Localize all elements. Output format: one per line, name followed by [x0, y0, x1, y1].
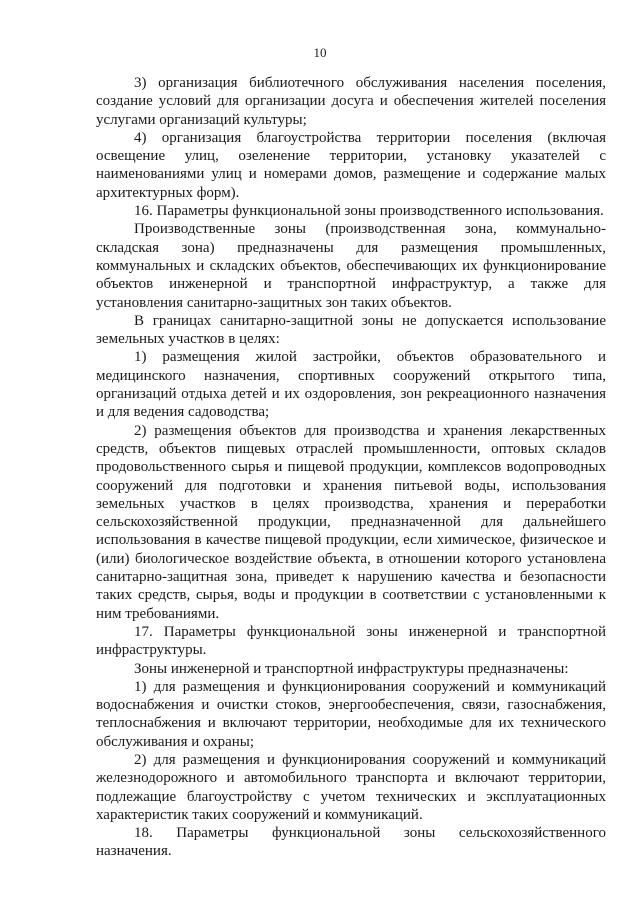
document-body [96, 74, 606, 861]
list-item-residential: 1) размещения жилой застройки, объектов образовательного и медицинского назначения, спортивных сооружений открытого типа, организаций отдыха детей и их оздоровления, зон рекреационного назначения и для ведения садоводства; [96, 349, 606, 421]
list-item-production-storage: 2) размещения объектов для производства и хранения лекарственных средств, объектов пищевых отраслей промышленности, оптовых складов продовольственного сырья и пищевой продукции, комплексов водопроводных сооружений для подготовки и хранения питьевой воды, использования земельных участков в целях производства, хранения и переработки сельскохозяйственной продукции, предназначенной для дальнейшего использования в качестве пищевой продукции, если химическое, физическое и (или) биологическое воздействие объекта, в отношении которого установлена санитарно-защитная зона, приведет к нарушению качества и безопасности таких средств, сырья, воды и продукции в соответствии с установленными к ним требованиями. [96, 422, 606, 622]
section-heading-18: 18. Параметры функциональной зоны сельскохозяйственного назначения. [96, 825, 606, 860]
list-item-transport: 2) для размещения и функционирования сооружений и коммуникаций железнодорожного и автомобильного транспорта и включают территории, подлежащие благоустройству с учетом технических и эксплуатационных характеристик таких сооружений и коммуникаций. [96, 751, 606, 823]
paragraph-library-services: 3) организация библиотечного обслуживания населения поселения, создание условий для организации досуга и обеспечения жителей поселения услугами организаций культуры; [96, 75, 606, 128]
list-item-utilities: 1) для размещения и функционирования сооружений и коммуникаций водоснабжения и очистки стоков, энергообеспечения, связи, газоснабжения, теплоснабжения и включают территории, необходимые для их технического обслуживания и охраны; [96, 678, 606, 750]
paragraph-sanitary-zone: В границах санитарно-защитной зоны не допускается использование земельных участков в целях: [96, 312, 606, 348]
section-heading-16: 16. Параметры функциональной зоны производственного использования. [134, 203, 604, 220]
paragraph-production-zones: Производственные зоны (производственная зона, коммунально-складская зона) предназначены для размещения промышленных, коммунальных и складских объектов, обеспечивающих их функционирование объектов инженерной и транспортной инфраструктур, а также для установления санитарно-защитных зон таких объектов. [96, 221, 606, 311]
paragraph-infrastructure-intro: Зоны инженерной и транспортной инфраструктуры предназначены: [134, 660, 569, 677]
paragraph-landscaping: 4) организация благоустройства территории поселения (включая освещение улиц, озеленение территории, установку указателей с наименованиями улиц и номерами домов, размещение и содержание малых архитектурных форм). [96, 129, 606, 201]
page-number: 10 [313, 45, 327, 60]
section-heading-17: 17. Параметры функциональной зоны инженерной и транспортной инфраструктуры. [96, 623, 606, 659]
